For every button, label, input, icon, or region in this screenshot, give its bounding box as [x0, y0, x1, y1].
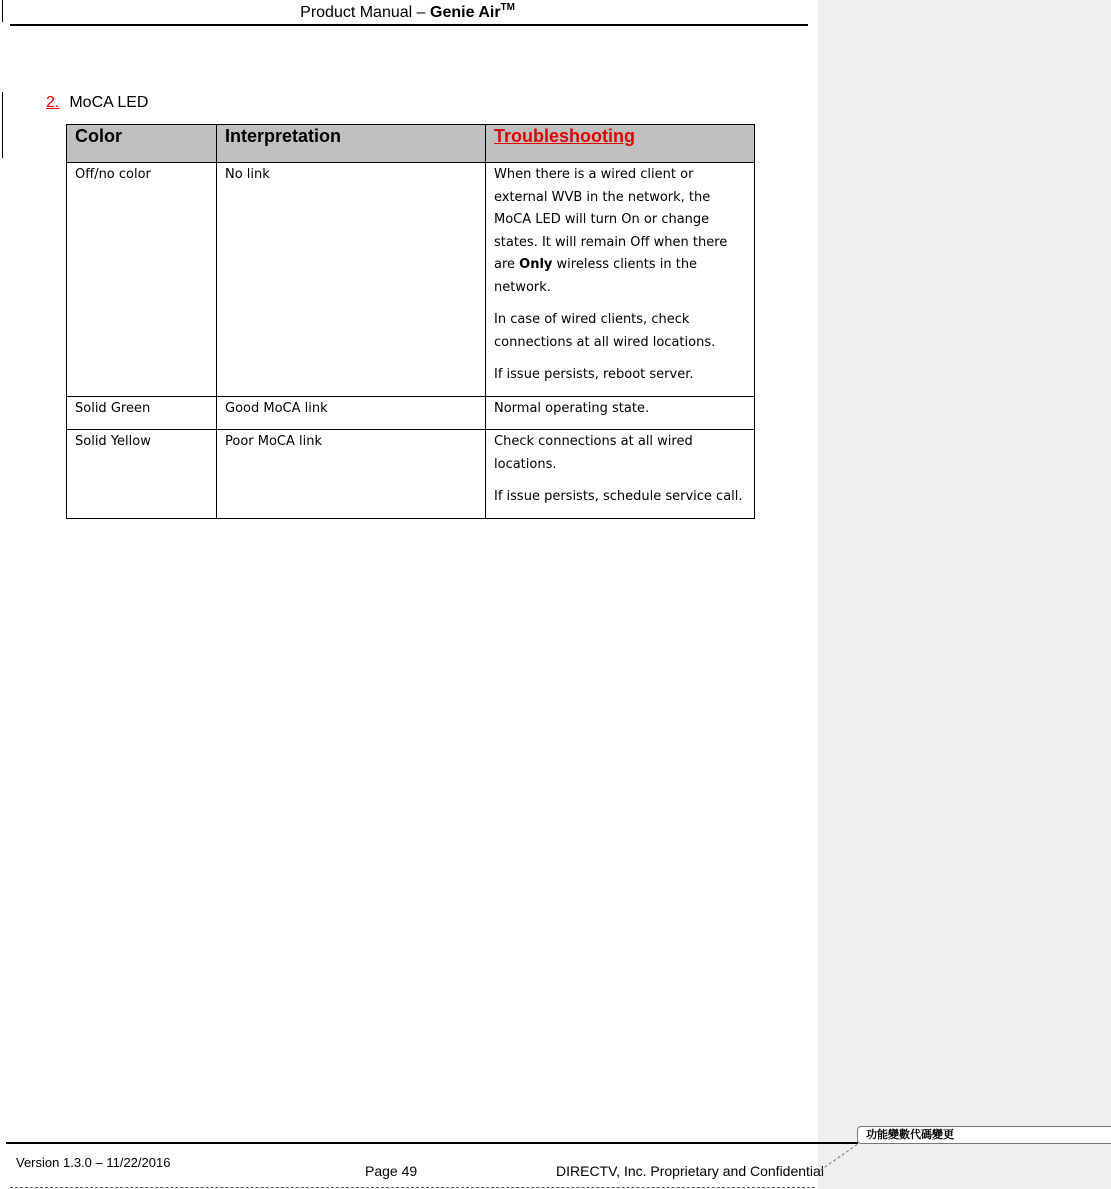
troubleshooting-paragraph: If issue persists, schedule service call.	[494, 489, 743, 504]
col-header-interpretation: Interpretation	[217, 125, 486, 163]
col-header-color: Color	[67, 125, 217, 163]
header-product: Genie Air	[430, 4, 501, 21]
troubleshooting-paragraph: Check connections at all wired locations.	[494, 434, 693, 472]
footer-page-number: Page 49	[365, 1163, 418, 1179]
table-header-row	[67, 125, 755, 163]
troubleshooting-paragraph: When there is a wired client or external WVB in the network, the MoCA LED will turn On or change states. It will remain Off when there are Only wireless clients in the network.	[494, 167, 728, 295]
troubleshooting-paragraph: In case of wired clients, check connections at all wired locations.	[494, 312, 716, 350]
cell-troubleshooting	[486, 430, 755, 519]
change-bar	[2, 0, 3, 22]
cell-color: Solid Green	[67, 396, 217, 430]
cell-color: Solid Yellow	[67, 430, 217, 519]
revision-comment-balloon[interactable]: 功能變數代碼變更	[857, 1126, 1111, 1144]
col-header-troubleshooting: Troubleshooting	[486, 125, 755, 163]
page-header	[300, 2, 515, 22]
section-heading	[46, 94, 148, 112]
header-trademark: TM	[500, 2, 515, 13]
header-prefix: Product Manual –	[300, 4, 430, 21]
section-number: 2.	[46, 94, 60, 111]
header-rule	[10, 24, 808, 26]
cell-troubleshooting	[486, 396, 755, 430]
cell-color: Off/no color	[67, 163, 217, 397]
table-row	[67, 163, 755, 397]
cell-interpretation: No link	[217, 163, 486, 397]
footer-company: DIRECTV, Inc. Proprietary and Confidential	[556, 1163, 824, 1179]
emphasis-only: Only	[519, 257, 553, 272]
section-break-line	[10, 1187, 815, 1188]
troubleshooting-paragraph: Normal operating state.	[494, 400, 650, 416]
troubleshooting-paragraph: If issue persists, reboot server.	[494, 367, 694, 382]
footer-rule	[6, 1142, 858, 1144]
cell-interpretation: Poor MoCA link	[217, 430, 486, 519]
cell-troubleshooting	[486, 163, 755, 397]
table-row	[67, 430, 755, 519]
comment-margin-pane	[818, 0, 1111, 1189]
cell-interpretation: Good MoCA link	[217, 396, 486, 430]
table-row	[67, 396, 755, 430]
change-bar	[2, 92, 3, 158]
footer-version: Version 1.3.0 – 11/22/2016	[16, 1155, 171, 1170]
section-title: MoCA LED	[69, 94, 149, 111]
moca-led-table	[66, 124, 755, 519]
